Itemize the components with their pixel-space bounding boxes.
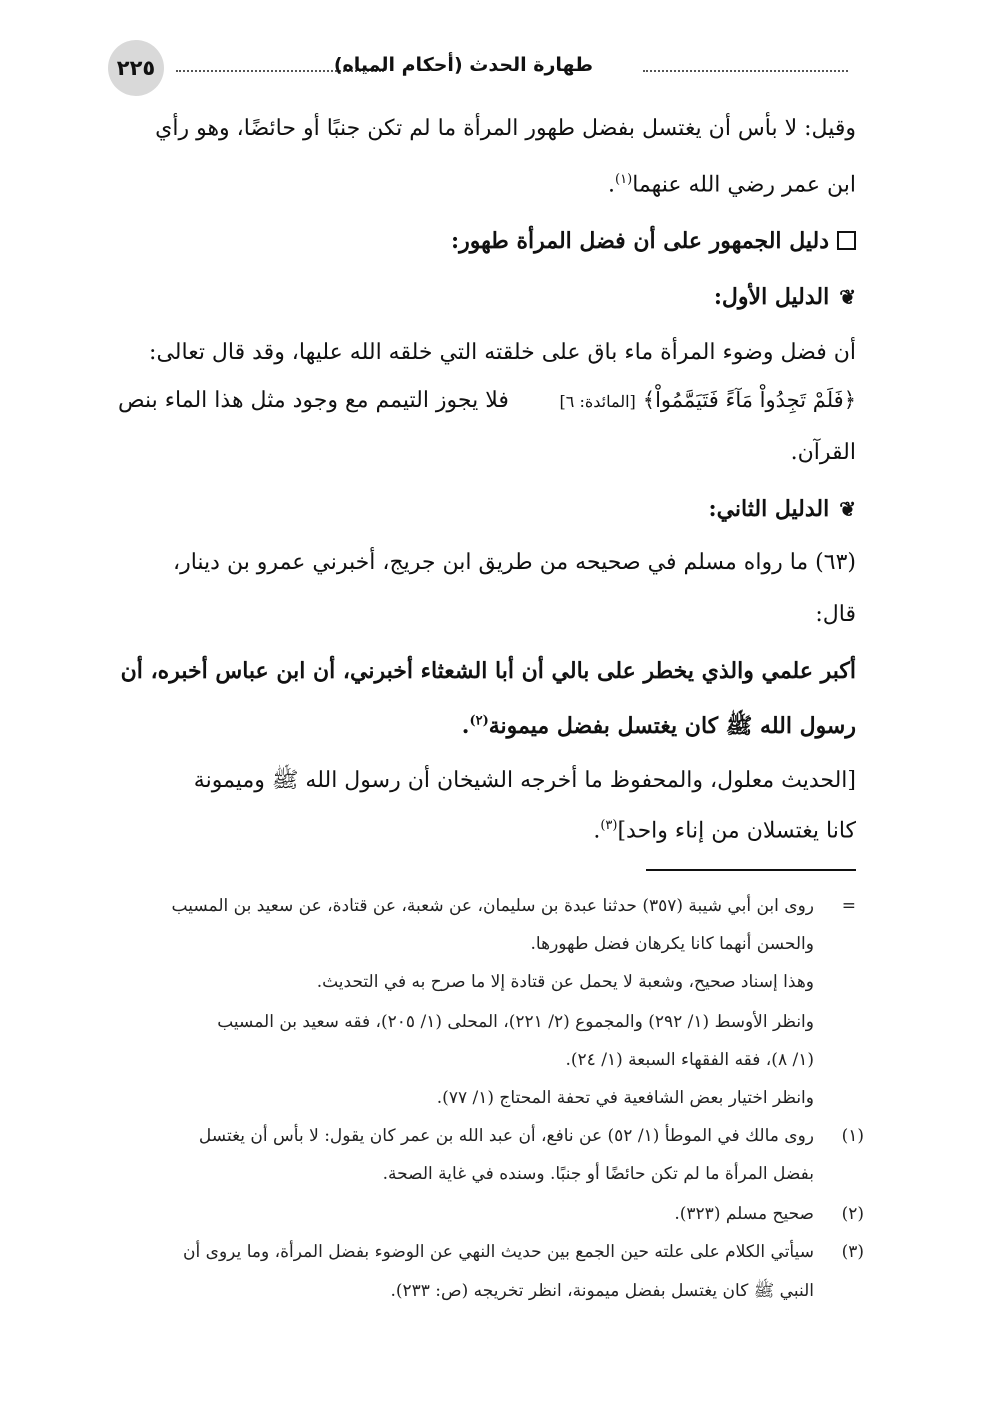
page-number-badge: ٢٢٥	[108, 40, 164, 96]
subheading-first-evidence	[714, 284, 856, 310]
quran-verse-group	[560, 388, 856, 413]
hadith-line-2	[462, 712, 856, 744]
footnote-cont-line-5: (١/ ٨)، فقه الفقهاء السبعة (١/ ٢٤).	[565, 1050, 814, 1070]
footnote-1-line-1-text: روى مالك في الموطأ (١/ ٥٢) عن نافع، أن عبد الله بن عمر كان يقول: لا بأس أن يغتسل	[198, 1126, 814, 1146]
paragraph-2-line-2	[118, 388, 856, 413]
paragraph-1-line-2-end: .	[608, 172, 616, 198]
footnote-3-number: (٣)	[841, 1242, 864, 1262]
hadith-line-2-end: .	[461, 713, 470, 739]
paragraph-3-line-1-text: (٦٣) ما رواه مسلم في صحيحه من طريق ابن جريج، أخبرني عمرو بن دينار،	[172, 550, 856, 575]
paragraph-5-line-1-text: [الحديث معلول، والمحفوظ ما أخرجه الشيخان أن رسول الله ﷺ وميمونة	[193, 768, 856, 793]
paragraph-1-line-2	[608, 172, 856, 197]
paragraph-2-line-2-rest: فلا يجوز التيمم مع وجود مثل هذا الماء بنص	[118, 388, 509, 413]
footnote-separator	[646, 869, 856, 871]
section-heading-evidence	[451, 228, 856, 254]
footnote-3-line-2: النبي ﷺ كان يغتسل بفضل ميمونة، انظر تخريجه (ص: ٢٣٣).	[390, 1281, 814, 1301]
footnote-continuation-marker: =	[841, 896, 856, 916]
paragraph-2-line-1	[149, 340, 856, 365]
footnote-cont-line-3: وهذا إسناد صحيح، وشعبة لا يحمل عن قتادة إلا ما صرح به في التحديث.	[316, 972, 814, 992]
footnote-cont-line-1-text: روى ابن أبي شيبة (٣٥٧) حدثنا عبدة بن سليمان، عن شعبة، عن قتادة، عن سعيد بن المسيب	[171, 896, 814, 916]
square-bullet-icon	[837, 231, 856, 250]
footnote-cont-line-2: والحسن أنهما كانا يكرهان فضل طهورها.	[530, 934, 814, 954]
hadith-line-1-text: أكبر علمي والذي يخطر على بالي أن أبا الشعثاء أخبرني، أن ابن عباس أخبره، أن	[120, 658, 856, 684]
footnote-3-line-1-text: سيأتي الكلام على علته حين الجمع بين حديث النهي عن الوضوء بفضل المرأة، وما يروى أن	[183, 1242, 814, 1262]
paragraph-5-line-2-text: كانا يغتسلان من إناء واحد]	[617, 818, 856, 844]
section-heading-evidence-text: دليل الجمهور على أن فضل المرأة طهور:	[451, 228, 829, 254]
paragraph-1-line-1	[118, 116, 856, 141]
paragraph-5-line-1	[118, 766, 856, 798]
header-dotted-leader-right	[643, 70, 848, 72]
subheading-second-evidence-text: الدليل الثاني:	[708, 496, 830, 522]
paragraph-2-line-3	[791, 440, 856, 465]
paragraph-2-line-3-text: القرآن.	[790, 440, 856, 465]
footnote-3-line-1	[118, 1242, 814, 1262]
footnote-cont-line-4	[118, 1012, 814, 1032]
paragraph-3-line-2-text: قال:	[815, 602, 856, 627]
chapter-title: طهارة الحدث (أحكام المياه)	[333, 54, 593, 76]
quran-verse: ﴿فَلَمْ تَجِدُواْ مَآءً فَتَيَمَّمُواْ﴾	[642, 388, 856, 412]
paragraph-1-line-1-text: وقيل: لا بأس أن يغتسل بفضل طهور المرأة ما لم تكن جنبًا أو حائضًا، وهو رأي	[155, 116, 856, 141]
hadith-line-1	[118, 658, 856, 684]
subheading-first-evidence-text: الدليل الأول:	[713, 284, 830, 310]
surah-reference: [المائدة: ٦]	[559, 392, 636, 411]
subheading-second-evidence	[708, 496, 856, 522]
paragraph-1-line-2-text: ابن عمر رضي الله عنهما	[632, 172, 856, 198]
footnote-1-number: (١)	[841, 1126, 864, 1146]
paragraph-3-line-1	[118, 550, 856, 575]
paragraph-3-line-2	[815, 602, 856, 627]
paragraph-5-line-2-end: .	[593, 818, 601, 844]
footnote-1-line-2: بفضل المرأة ما لم تكن حائضًا أو جنبًا. وسنده في غاية الصحة.	[382, 1164, 814, 1184]
footnote-2-line-1: صحيح مسلم (٣٢٣).	[674, 1204, 814, 1224]
footnote-1-line-1	[118, 1126, 814, 1146]
footnote-cont-line-4-text: وانظر الأوسط (١/ ٢٩٢) والمجموع (٢/ ٢٢١)، المحلى (١/ ٢٠٥)، فقه سعيد بن المسيب	[217, 1012, 814, 1032]
leaf-ornament-icon: ❦	[839, 285, 856, 309]
running-header	[108, 40, 848, 96]
footnote-2-number: (٢)	[841, 1204, 864, 1224]
footnote-ref-2[interactable]: (٢)	[469, 713, 489, 729]
paragraph-2-line-1-text: أن فضل وضوء المرأة ماء باق على خلقته التي خلقه الله عليها، وقد قال تعالى:	[149, 340, 856, 365]
paragraph-5-line-2	[593, 818, 856, 843]
footnote-ref-1[interactable]: (١)	[615, 172, 633, 187]
hadith-line-2-text: رسول الله ﷺ كان يغتسل بفضل ميمونة	[488, 713, 856, 739]
footnote-cont-line-6: وانظر اختيار بعض الشافعية في تحفة المحتاج (١/ ٧٧).	[436, 1088, 814, 1108]
footnote-cont-line-1	[118, 896, 814, 916]
leaf-ornament-icon: ❦	[839, 497, 856, 521]
footnote-ref-3[interactable]: (٣)	[600, 818, 618, 833]
